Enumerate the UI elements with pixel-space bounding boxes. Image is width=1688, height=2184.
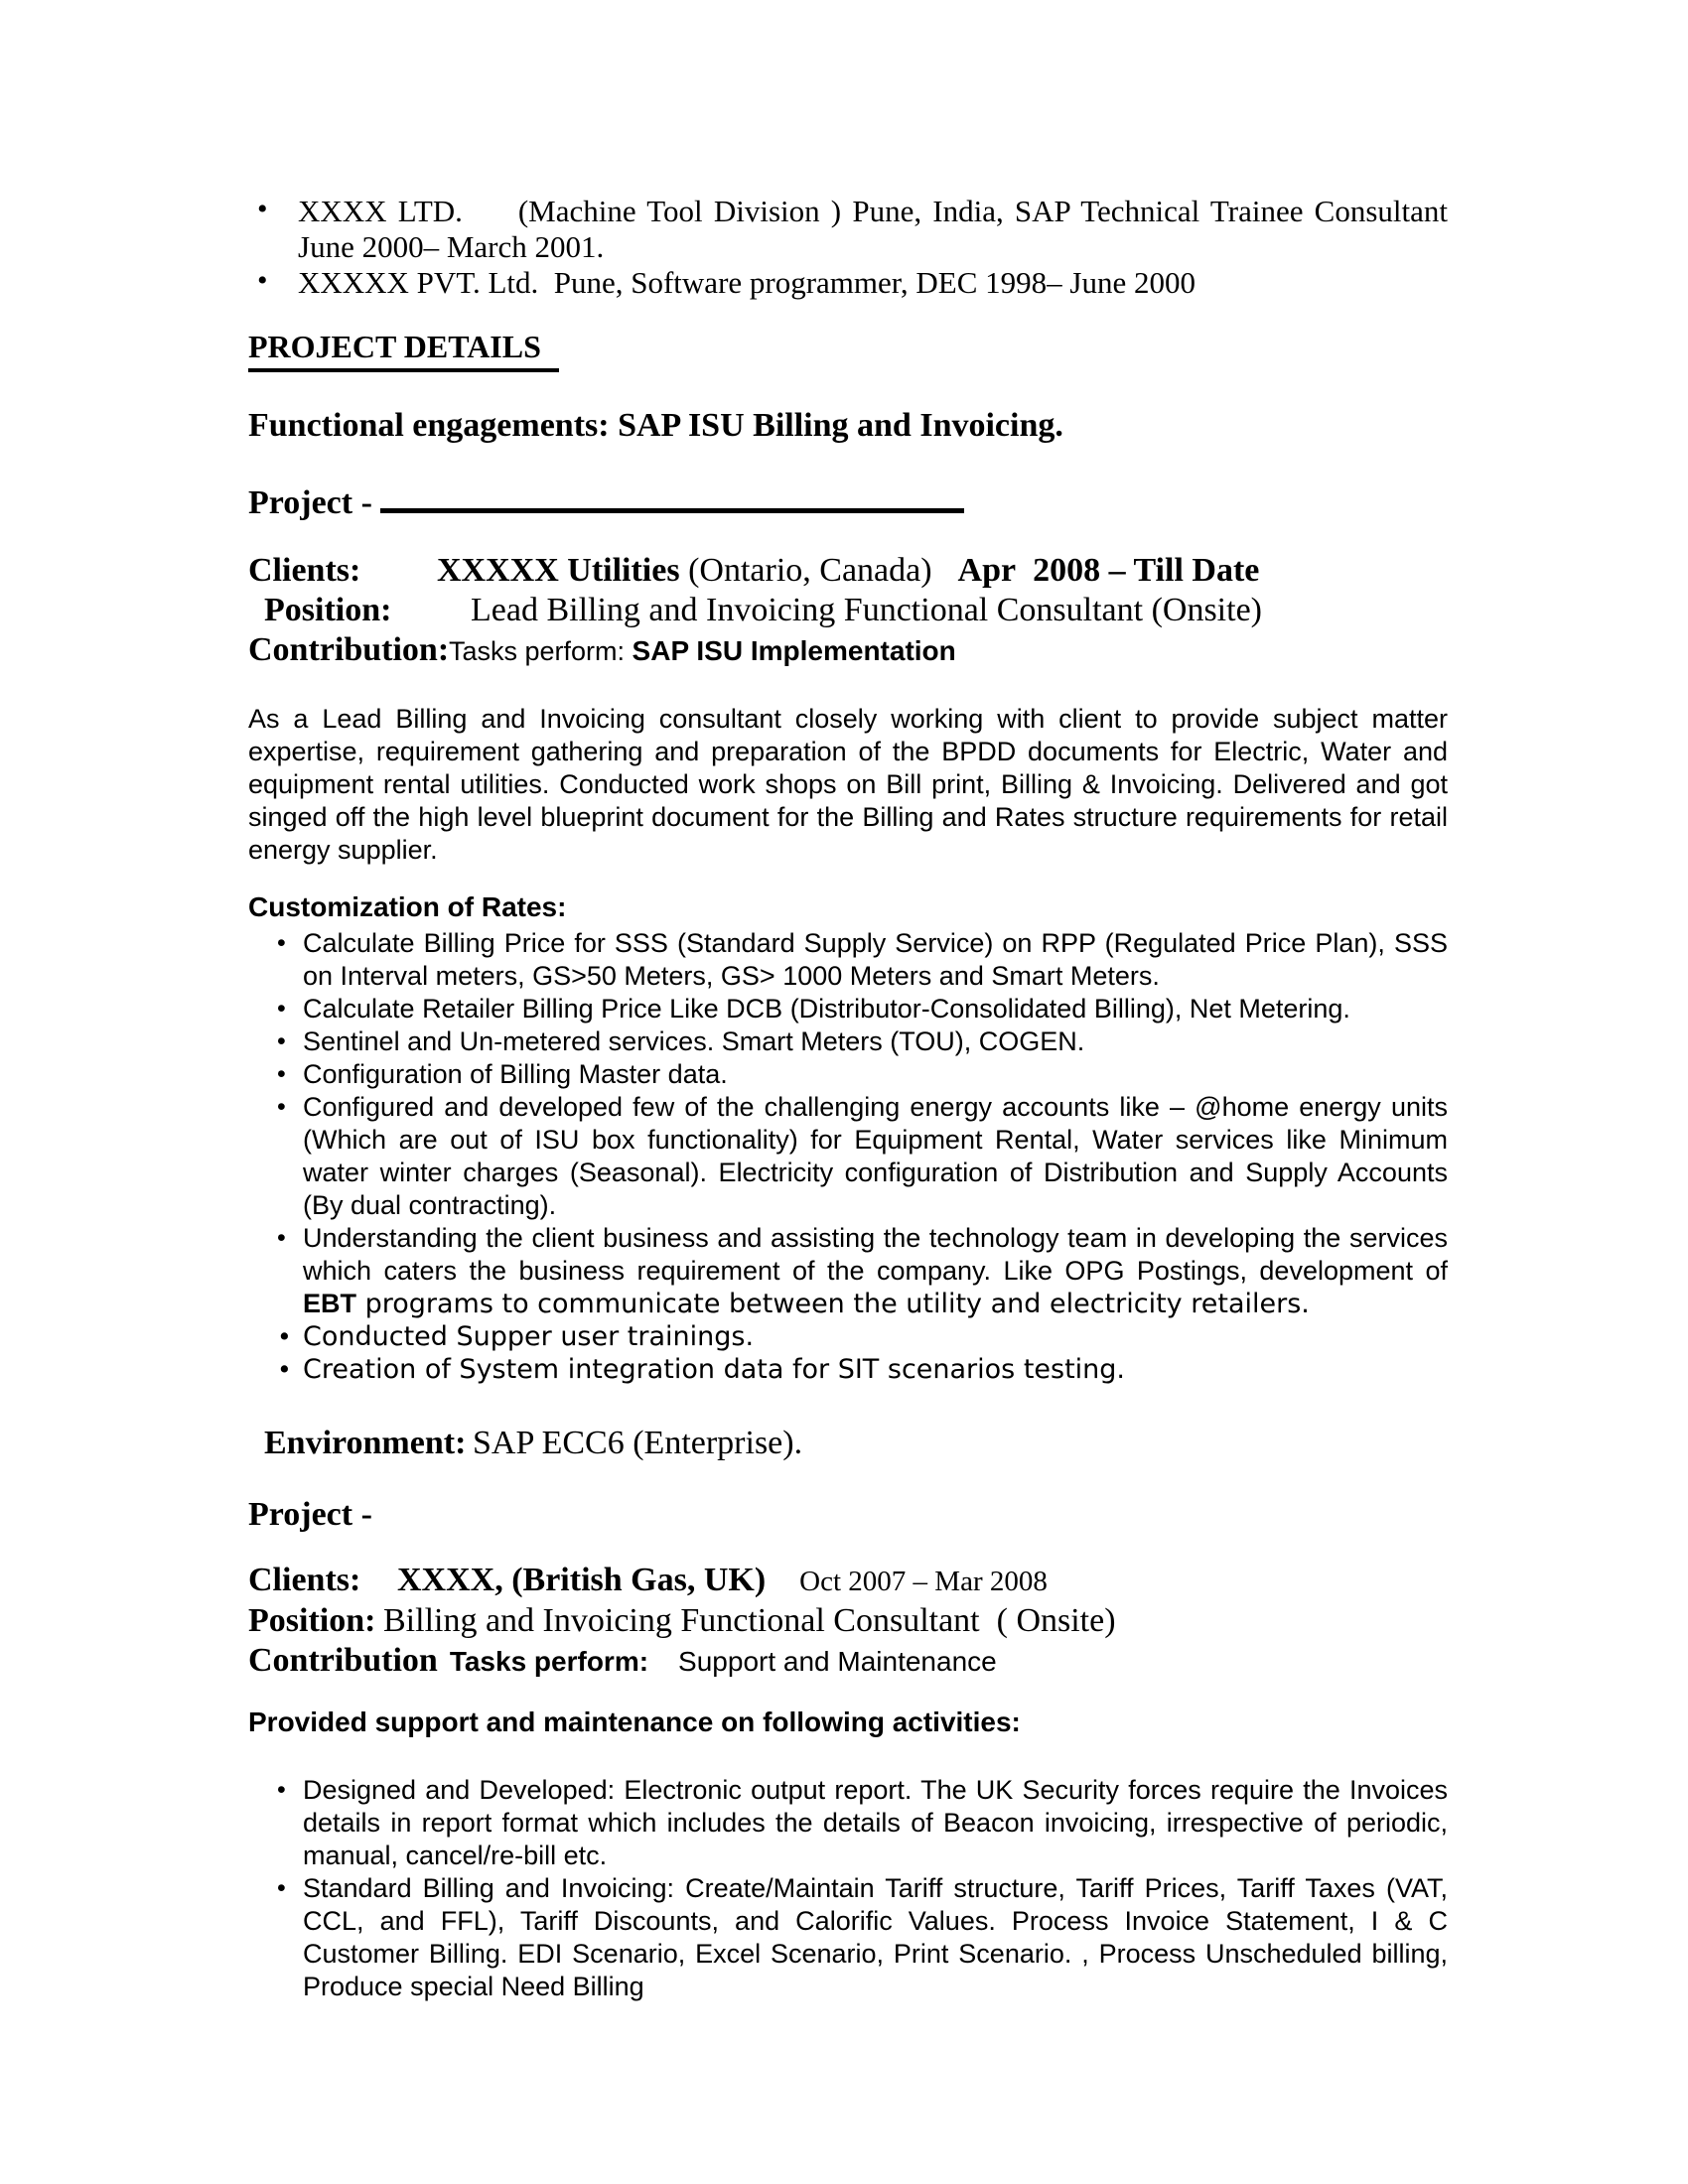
- position-value: Billing and Invoicing Functional Consultant ( Onsite): [383, 1602, 1116, 1639]
- client-block-2: [248, 1561, 1448, 1682]
- contribution-label: Contribution:: [248, 631, 450, 668]
- clients-label: Clients:: [248, 552, 361, 589]
- support-heading: Provided support and maintenance on following activities:: [248, 1706, 1021, 1737]
- contribution-label: Contribution: [248, 1642, 438, 1679]
- ebt-bold-text: EBT: [303, 1289, 356, 1318]
- experience-item: • XXXXX PVT. Ltd. Pune, Software programmer, DEC 1998– June 2000: [248, 265, 1448, 301]
- customization-item: • Calculate Billing Price for SSS (Standard Supply Service) on RPP (Regulated Price Plan), SSS on Interval meters, GS>50 Meters, GS> 1000 Meters and Smart Meters.: [248, 927, 1448, 993]
- tasks-label: Tasks perform:: [449, 636, 633, 666]
- support-item: • Designed and Developed: Electronic output report. The UK Security forces require the Invoices details in report format which includes the details of Beacon invoicing, irrespective of periodic, manual, cancel/re-bill etc.: [248, 1774, 1448, 1872]
- functional-engagements-line: Functional engagements: SAP ISU Billing and Invoicing.: [248, 407, 1063, 444]
- support-list: [248, 1774, 1448, 2003]
- tasks-perform: [449, 631, 956, 671]
- environment-label: Environment:: [264, 1425, 467, 1461]
- environment-row: [248, 1424, 1448, 1463]
- experience-item: • XXXX LTD. (Machine Tool Division ) Pune, India, SAP Technical Trainee Consultant June 2000– March 2001.: [248, 194, 1448, 265]
- customization-item: • Configured and developed few of the challenging energy accounts like – @home energy units (Which are out of ISU box functionality) for Equipment Rental, Water services like Minimum water winter charges (Seasonal). Electricity configuration of Distribution and Supply Accounts (By dual contracting).: [248, 1091, 1448, 1222]
- ebt-pre-text: Understanding the client business and assisting the technology team in developing the services which caters the business requirement of the company. Like OPG Postings, development of: [303, 1223, 1448, 1286]
- client-name: XXXXX Utilities: [437, 552, 680, 589]
- ebt-post-text: programs to communicate between the utility and electricity retailers.: [356, 1289, 1310, 1319]
- clients-value: [437, 551, 1259, 591]
- position-value: Lead Billing and Invoicing Functional Consultant (Onsite): [471, 592, 1262, 628]
- customization-item: • Sentinel and Un-metered services. Smart Meters (TOU), COGEN.: [248, 1025, 1448, 1058]
- clients-row: [248, 1561, 1448, 1601]
- clients-row: [248, 551, 1448, 591]
- position-label: Position:: [264, 592, 392, 628]
- customization-list: [248, 927, 1448, 1386]
- client-location: (Ontario, Canada): [679, 552, 932, 589]
- position-row: [248, 591, 1448, 630]
- position-row: [248, 1601, 1448, 1641]
- customization-item: • Conducted Supper user trainings.: [248, 1320, 1448, 1353]
- position-label: Position:: [248, 1602, 376, 1639]
- experience-list: [248, 194, 1448, 301]
- project-details-heading: PROJECT DETAILS: [248, 329, 559, 372]
- client-name: XXXX, (British Gas, UK): [397, 1562, 767, 1598]
- clients-value: [397, 1561, 1048, 1601]
- customization-heading: Customization of Rates:: [248, 891, 567, 922]
- environment-value: SAP ECC6 (Enterprise).: [473, 1425, 803, 1461]
- client-block-1: [248, 551, 1448, 671]
- project-blank-underline: [380, 508, 964, 513]
- tasks-value: SAP ISU Implementation: [632, 635, 956, 666]
- tasks-value: Support and Maintenance: [678, 1646, 997, 1677]
- clients-label: Clients:: [248, 1562, 361, 1598]
- support-item: • Standard Billing and Invoicing: Create/Maintain Tariff structure, Tariff Prices, Tariff Taxes (VAT, CCL, and FFL), Tariff Discounts, and Calorific Values. Process Invoice Statement, I & C Customer Billing. EDI Scenario, Excel Scenario, Print Scenario. , Process Unscheduled billing, Produce special Need Billing: [248, 1872, 1448, 2003]
- customization-item: • Creation of System integration data for SIT scenarios testing.: [248, 1353, 1448, 1386]
- project1-line: [248, 481, 1448, 525]
- project-details-section: [248, 329, 1448, 372]
- contribution-row: [248, 1641, 1448, 1682]
- customization-item-ebt: [248, 1222, 1448, 1320]
- client-dates: Apr 2008 – Till Date: [957, 552, 1260, 589]
- contribution-row: [248, 630, 1448, 671]
- client-dates: Oct 2007 – Mar 2008: [799, 1566, 1048, 1597]
- customization-item: • Configuration of Billing Master data.: [248, 1058, 1448, 1091]
- project1-label: Project -: [248, 484, 372, 521]
- tasks-label: Tasks perform:: [449, 1646, 649, 1677]
- customization-item: • Calculate Retailer Billing Price Like DCB (Distributor-Consolidated Billing), Net Metering.: [248, 993, 1448, 1025]
- summary-paragraph: As a Lead Billing and Invoicing consultant closely working with client to provide subject matter expertise, requirement gathering and preparation of the BPDD documents for Electric, Water and equipment rental utilities. Conducted work shops on Bill print, Billing & Invoicing. Delivered and got singed off the high level blueprint document for the Billing and Rates structure requirements for retail energy supplier.: [248, 704, 1448, 865]
- project2-label: Project -: [248, 1496, 372, 1533]
